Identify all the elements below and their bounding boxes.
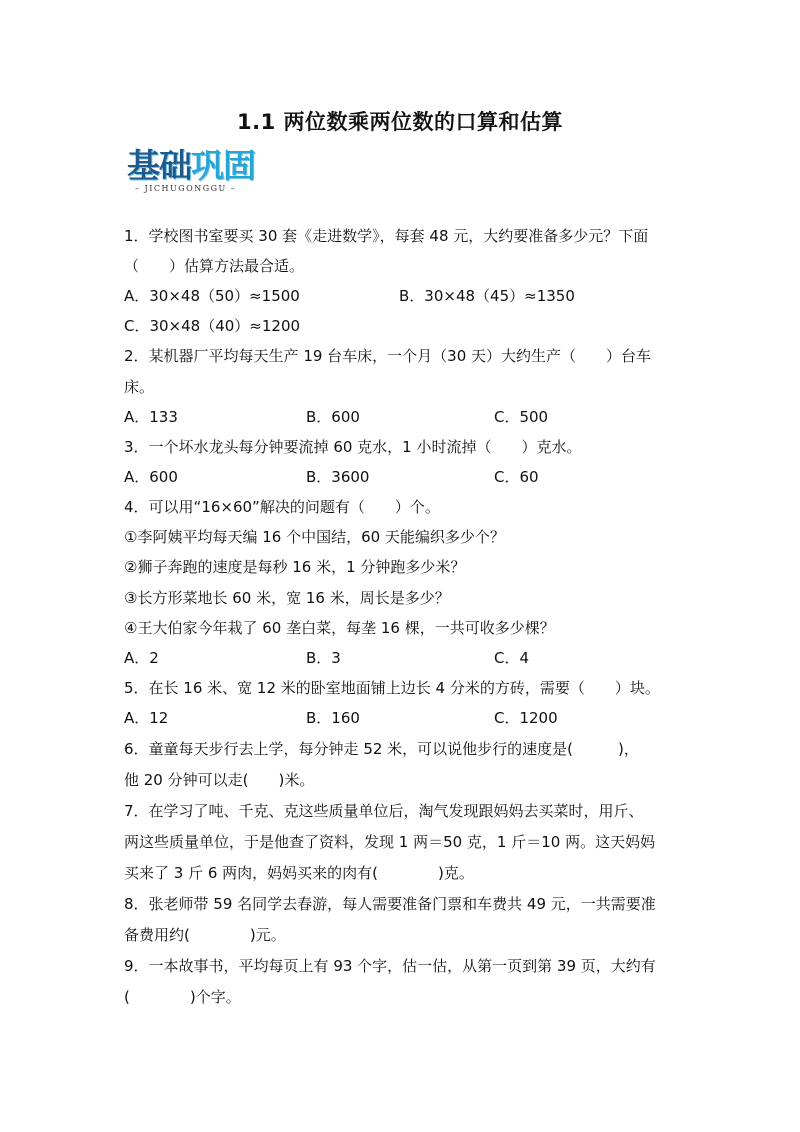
question-6-line-1: 6．童童每天步行去上学，每分钟走 52 米，可以说他步行的速度是( )， — [124, 740, 639, 758]
question-7-line-2: 两这些质量单位，于是他查了资料，发现 1 两＝50 克，1 斤＝10 两。这天妈妈 — [124, 833, 656, 851]
logo-text: 基础巩固 — [127, 146, 255, 185]
question-4-line-2: ①李阿姨平均每天编 16 个中国结，60 天能编织多少个？ — [124, 528, 505, 546]
question-2-option-c: C．500 — [494, 408, 549, 426]
page-title: 1.1 两位数乘两位数的口算和估算 — [236, 110, 563, 134]
question-7-line-3: 买来了 3 斤 6 两肉，妈妈买来的肉有( )克。 — [124, 864, 474, 882]
question-2-option-a: A．133 — [124, 408, 178, 426]
question-1-line-2: （ ）估算方法最合适。 — [124, 257, 305, 275]
question-5-line-1: 5．在长 16 米、宽 12 米的卧室地面铺上边长 4 分米的方砖，需要（ ）块。 — [124, 679, 660, 697]
question-5-option-c: C．1200 — [494, 709, 558, 727]
question-1-option-b: B．30×48（45）≈1350 — [399, 287, 575, 305]
question-4-line-3: ②狮子奔跑的速度是每秒 16 米，1 分钟跑多少米？ — [124, 558, 466, 576]
question-3-line-1: 3．一个坏水龙头每分钟要流掉 60 克水，1 小时流掉（ ）克水。 — [124, 438, 582, 456]
question-4-line-1: 4．可以用“16×60”解决的问题有（ ）个。 — [124, 498, 440, 516]
question-3-option-b: B．3600 — [306, 468, 370, 486]
section-logo-badge — [127, 148, 267, 194]
question-3-option-a: A．600 — [124, 468, 178, 486]
question-3-option-c: C．60 — [494, 468, 539, 486]
question-1-line-1: 1．学校图书室要买 30 套《走进数学》，每套 48 元，大约要准备多少元？下面 — [124, 227, 649, 245]
question-8-line-1: 8．张老师带 59 名同学去春游，每人需要准备门票和车费共 49 元，一共需要准 — [124, 895, 656, 913]
question-9-line-1: 9．一本故事书，平均每页上有 93 个字，估一估，从第一页到第 39 页，大约有 — [124, 957, 656, 975]
question-8-line-2: 备费用约( )元。 — [124, 926, 286, 944]
question-2-line-2: 床。 — [124, 378, 155, 396]
question-1-option-a: A．30×48（50）≈1500 — [124, 287, 300, 305]
question-4-option-c: C．4 — [494, 649, 530, 667]
question-4-option-b: B．3 — [306, 649, 341, 667]
question-4-line-4: ③长方形菜地长 60 米，宽 16 米，周长是多少？ — [124, 589, 450, 607]
question-2-line-1: 2．某机器厂平均每天生产 19 台车床，一个月（30 天）大约生产（ ）台车 — [124, 347, 652, 365]
question-5-option-a: A．12 — [124, 709, 169, 727]
question-1-option-c: C．30×48（40）≈1200 — [124, 317, 301, 335]
logo-pinyin: – JICHUGONGGU – — [135, 184, 237, 193]
question-4-line-5: ④王大伯家今年栽了 60 垄白菜，每垄 16 棵，一共可收多少棵？ — [124, 619, 555, 637]
question-2-option-b: B．600 — [306, 408, 360, 426]
question-5-option-b: B．160 — [306, 709, 360, 727]
question-4-option-a: A．2 — [124, 649, 159, 667]
question-6-line-2: 他 20 分钟可以走( )米。 — [124, 771, 315, 789]
question-7-line-1: 7．在学习了吨、千克、克这些质量单位后，淘气发现跟妈妈去买菜时，用斤、 — [124, 802, 644, 820]
question-9-line-2: ( )个字。 — [124, 988, 241, 1006]
